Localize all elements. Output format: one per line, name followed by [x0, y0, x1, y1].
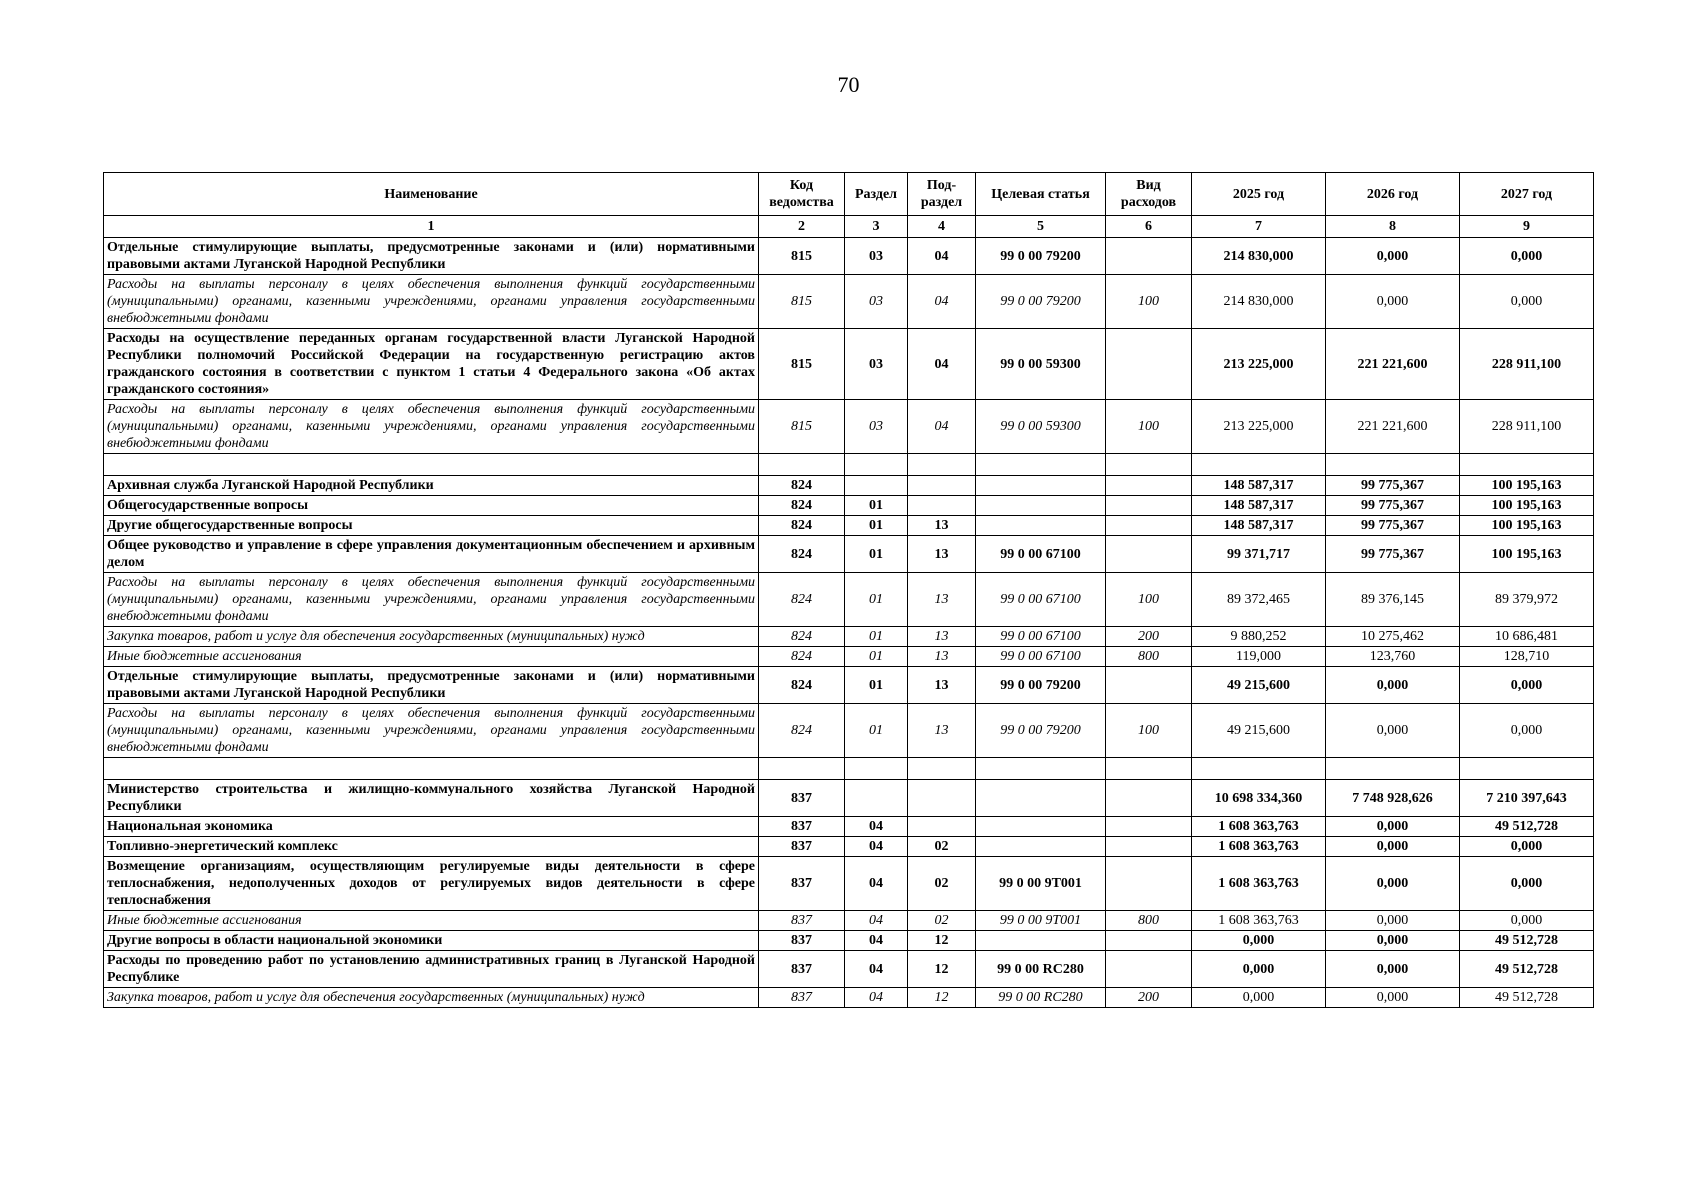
row-expense-type: [1106, 329, 1192, 400]
row-target: 99 0 00 RC280: [976, 951, 1106, 988]
header-code: Код ведомства: [759, 173, 845, 216]
row-target: 99 0 00 9T001: [976, 857, 1106, 911]
row-subsection: 12: [908, 988, 976, 1008]
row-target: [976, 496, 1106, 516]
row-target: [976, 516, 1106, 536]
page-number: 70: [837, 72, 860, 97]
row-amount-2025: 9 880,252: [1192, 627, 1326, 647]
row-amount-2027: 0,000: [1460, 704, 1594, 758]
row-target: [976, 837, 1106, 857]
row-amount-2026: 0,000: [1326, 837, 1460, 857]
row-name: Отдельные стимулирующие выплаты, предусмотренные законами и (или) нормативными правовыми актами Луганской Народной Республики: [104, 667, 759, 704]
row-section: 01: [845, 667, 908, 704]
row-amount-2026: 0,000: [1326, 704, 1460, 758]
row-section: 04: [845, 931, 908, 951]
header-target: Целевая статья: [976, 173, 1106, 216]
row-amount-2027: 0,000: [1460, 667, 1594, 704]
table-row: [104, 931, 1594, 951]
row-amount-2025: 214 830,000: [1192, 275, 1326, 329]
row-code: 824: [759, 536, 845, 573]
row-amount-2027: 49 512,728: [1460, 817, 1594, 837]
row-section: 01: [845, 573, 908, 627]
table-row: [104, 275, 1594, 329]
row-target: 99 0 00 59300: [976, 329, 1106, 400]
row-expense-type: [1106, 951, 1192, 988]
row-expense-type: [1106, 780, 1192, 817]
row-target: 99 0 00 9T001: [976, 911, 1106, 931]
row-target: [976, 476, 1106, 496]
header-expense-type: Вид расходов: [1106, 173, 1192, 216]
row-amount-2025: 119,000: [1192, 647, 1326, 667]
row-expense-type: [1106, 454, 1192, 476]
table-row: [104, 951, 1594, 988]
row-expense-type: [1106, 931, 1192, 951]
row-section: [845, 780, 908, 817]
row-target: [976, 780, 1106, 817]
row-expense-type: 200: [1106, 988, 1192, 1008]
row-expense-type: [1106, 516, 1192, 536]
row-amount-2026: 89 376,145: [1326, 573, 1460, 627]
table-row: [104, 647, 1594, 667]
row-code: 824: [759, 496, 845, 516]
table-row: [104, 536, 1594, 573]
row-amount-2025: 49 215,600: [1192, 667, 1326, 704]
row-section: 04: [845, 817, 908, 837]
table-row: [104, 400, 1594, 454]
row-amount-2026: 99 775,367: [1326, 536, 1460, 573]
row-section: [845, 454, 908, 476]
row-amount-2027: 228 911,100: [1460, 329, 1594, 400]
column-number-row: [104, 216, 1594, 238]
row-amount-2026: 99 775,367: [1326, 476, 1460, 496]
row-name: Министерство строительства и жилищно-коммунального хозяйства Луганской Народной Республики: [104, 780, 759, 817]
row-name: Расходы на выплаты персоналу в целях обеспечения выполнения функций государственными (муниципальными) органами, казенными учреждениями, органами управления государственными внебюджетными фондами: [104, 400, 759, 454]
row-code: 824: [759, 667, 845, 704]
row-amount-2027: 100 195,163: [1460, 516, 1594, 536]
row-expense-type: [1106, 476, 1192, 496]
table-row: [104, 911, 1594, 931]
header-2026: 2026 год: [1326, 173, 1460, 216]
row-expense-type: 100: [1106, 704, 1192, 758]
row-amount-2026: 0,000: [1326, 988, 1460, 1008]
row-expense-type: 800: [1106, 911, 1192, 931]
row-amount-2025: [1192, 454, 1326, 476]
row-amount-2026: 0,000: [1326, 275, 1460, 329]
row-amount-2026: 99 775,367: [1326, 496, 1460, 516]
row-code: 837: [759, 911, 845, 931]
row-name: Национальная экономика: [104, 817, 759, 837]
row-expense-type: [1106, 857, 1192, 911]
row-name: Расходы на осуществление переданных органам государственной власти Луганской Народной Республики полномочий Российской Федерации на государственную регистрацию актов гражданского состояния в соответствии с пунктом 1 статьи 4 Федерального закона «Об актах гражданского состояния»: [104, 329, 759, 400]
row-amount-2027: 100 195,163: [1460, 476, 1594, 496]
row-expense-type: [1106, 817, 1192, 837]
row-subsection: 02: [908, 911, 976, 931]
row-section: [845, 758, 908, 780]
row-code: 837: [759, 837, 845, 857]
row-target: 99 0 00 RC280: [976, 988, 1106, 1008]
row-name: Другие общегосударственные вопросы: [104, 516, 759, 536]
row-subsection: 02: [908, 857, 976, 911]
row-section: 03: [845, 238, 908, 275]
table-row: [104, 496, 1594, 516]
row-name: Расходы на выплаты персоналу в целях обеспечения выполнения функций государственными (муниципальными) органами, казенными учреждениями, органами управления государственными внебюджетными фондами: [104, 573, 759, 627]
row-target: 99 0 00 79200: [976, 704, 1106, 758]
row-expense-type: [1106, 238, 1192, 275]
column-number: 2: [759, 216, 845, 238]
header-2027: 2027 год: [1460, 173, 1594, 216]
row-amount-2025: 1 608 363,763: [1192, 911, 1326, 931]
row-expense-type: [1106, 667, 1192, 704]
row-target: 99 0 00 67100: [976, 573, 1106, 627]
row-amount-2026: 221 221,600: [1326, 400, 1460, 454]
row-amount-2027: 100 195,163: [1460, 536, 1594, 573]
row-expense-type: [1106, 837, 1192, 857]
row-amount-2026: 0,000: [1326, 911, 1460, 931]
row-target: 99 0 00 79200: [976, 238, 1106, 275]
row-amount-2027: 0,000: [1460, 275, 1594, 329]
row-amount-2027: 0,000: [1460, 857, 1594, 911]
row-subsection: 13: [908, 667, 976, 704]
row-section: 03: [845, 400, 908, 454]
row-amount-2026: 0,000: [1326, 238, 1460, 275]
row-name: Общегосударственные вопросы: [104, 496, 759, 516]
row-name: Общее руководство и управление в сфере управления документационным обеспечением и архивным делом: [104, 536, 759, 573]
row-section: 04: [845, 951, 908, 988]
row-name: Расходы на выплаты персоналу в целях обеспечения выполнения функций государственными (муниципальными) органами, казенными учреждениями, органами управления государственными внебюджетными фондами: [104, 275, 759, 329]
row-name: Иные бюджетные ассигнования: [104, 647, 759, 667]
row-amount-2027: [1460, 454, 1594, 476]
row-amount-2027: 100 195,163: [1460, 496, 1594, 516]
table-row: [104, 988, 1594, 1008]
row-section: 01: [845, 627, 908, 647]
row-target: 99 0 00 67100: [976, 536, 1106, 573]
header-name: Наименование: [104, 173, 759, 216]
row-amount-2025: 99 371,717: [1192, 536, 1326, 573]
column-number: 4: [908, 216, 976, 238]
header-row: [104, 173, 1594, 216]
row-amount-2025: 214 830,000: [1192, 238, 1326, 275]
row-section: 04: [845, 988, 908, 1008]
row-name: Отдельные стимулирующие выплаты, предусмотренные законами и (или) нормативными правовыми актами Луганской Народной Республики: [104, 238, 759, 275]
row-section: 01: [845, 704, 908, 758]
row-amount-2025: 213 225,000: [1192, 329, 1326, 400]
row-subsection: 04: [908, 275, 976, 329]
row-subsection: [908, 780, 976, 817]
row-subsection: 13: [908, 704, 976, 758]
row-amount-2026: 0,000: [1326, 817, 1460, 837]
row-subsection: 13: [908, 627, 976, 647]
row-subsection: 12: [908, 931, 976, 951]
row-code: 815: [759, 275, 845, 329]
table-row: [104, 817, 1594, 837]
header-section: Раздел: [845, 173, 908, 216]
row-code: 824: [759, 516, 845, 536]
row-code: 815: [759, 329, 845, 400]
row-section: 03: [845, 275, 908, 329]
row-code: [759, 454, 845, 476]
row-section: 01: [845, 536, 908, 573]
row-code: 837: [759, 931, 845, 951]
table-row: [104, 758, 1594, 780]
row-amount-2025: 0,000: [1192, 988, 1326, 1008]
row-subsection: 13: [908, 536, 976, 573]
row-section: 04: [845, 857, 908, 911]
row-amount-2027: 0,000: [1460, 238, 1594, 275]
row-subsection: 04: [908, 400, 976, 454]
row-amount-2025: [1192, 758, 1326, 780]
row-amount-2025: 1 608 363,763: [1192, 857, 1326, 911]
row-subsection: 13: [908, 647, 976, 667]
row-amount-2026: 10 275,462: [1326, 627, 1460, 647]
row-subsection: [908, 496, 976, 516]
row-amount-2025: 10 698 334,360: [1192, 780, 1326, 817]
row-amount-2027: 49 512,728: [1460, 988, 1594, 1008]
row-amount-2027: 7 210 397,643: [1460, 780, 1594, 817]
table-row: [104, 573, 1594, 627]
column-number: 7: [1192, 216, 1326, 238]
row-code: 815: [759, 238, 845, 275]
table-row: [104, 329, 1594, 400]
row-amount-2026: 7 748 928,626: [1326, 780, 1460, 817]
row-subsection: [908, 476, 976, 496]
row-name: Расходы на выплаты персоналу в целях обеспечения выполнения функций государственными (муниципальными) органами, казенными учреждениями, органами управления государственными внебюджетными фондами: [104, 704, 759, 758]
row-amount-2027: 10 686,481: [1460, 627, 1594, 647]
row-target: [976, 931, 1106, 951]
row-subsection: 13: [908, 516, 976, 536]
row-amount-2025: 148 587,317: [1192, 516, 1326, 536]
column-number: 9: [1460, 216, 1594, 238]
row-name: Топливно-энергетический комплекс: [104, 837, 759, 857]
row-amount-2026: [1326, 758, 1460, 780]
row-amount-2027: 49 512,728: [1460, 931, 1594, 951]
row-target: 99 0 00 79200: [976, 667, 1106, 704]
row-name: [104, 454, 759, 476]
row-amount-2025: 148 587,317: [1192, 496, 1326, 516]
row-expense-type: 100: [1106, 400, 1192, 454]
row-code: 837: [759, 780, 845, 817]
budget-table: [103, 172, 1594, 1008]
row-target: 99 0 00 79200: [976, 275, 1106, 329]
row-section: 03: [845, 329, 908, 400]
table-row: [104, 837, 1594, 857]
table-row: [104, 627, 1594, 647]
row-code: 837: [759, 857, 845, 911]
row-name: Иные бюджетные ассигнования: [104, 911, 759, 931]
row-subsection: [908, 758, 976, 780]
row-subsection: 02: [908, 837, 976, 857]
table-row: [104, 857, 1594, 911]
table-row: [104, 238, 1594, 275]
header-subsection: Под-раздел: [908, 173, 976, 216]
table-row: [104, 454, 1594, 476]
row-expense-type: [1106, 496, 1192, 516]
row-amount-2026: 0,000: [1326, 931, 1460, 951]
column-number: 3: [845, 216, 908, 238]
row-amount-2027: 89 379,972: [1460, 573, 1594, 627]
row-name: Возмещение организациям, осуществляющим регулируемые виды деятельности в сфере теплоснабжения, недополученных доходов от регулируемых видов деятельности в сфере теплоснабжения: [104, 857, 759, 911]
row-subsection: 12: [908, 951, 976, 988]
row-code: 824: [759, 647, 845, 667]
row-code: 837: [759, 988, 845, 1008]
row-expense-type: 100: [1106, 275, 1192, 329]
row-amount-2026: 221 221,600: [1326, 329, 1460, 400]
row-target: 99 0 00 67100: [976, 647, 1106, 667]
row-section: 04: [845, 911, 908, 931]
row-target: [976, 758, 1106, 780]
row-amount-2025: 148 587,317: [1192, 476, 1326, 496]
row-amount-2025: 0,000: [1192, 951, 1326, 988]
row-amount-2026: [1326, 454, 1460, 476]
row-amount-2027: 128,710: [1460, 647, 1594, 667]
row-section: 01: [845, 496, 908, 516]
table-row: [104, 667, 1594, 704]
table-row: [104, 476, 1594, 496]
row-code: 837: [759, 951, 845, 988]
row-name: Другие вопросы в области национальной экономики: [104, 931, 759, 951]
row-amount-2025: 1 608 363,763: [1192, 817, 1326, 837]
row-amount-2027: [1460, 758, 1594, 780]
column-number: 6: [1106, 216, 1192, 238]
row-code: 824: [759, 704, 845, 758]
row-subsection: [908, 454, 976, 476]
row-expense-type: [1106, 758, 1192, 780]
row-amount-2025: 1 608 363,763: [1192, 837, 1326, 857]
row-expense-type: 100: [1106, 573, 1192, 627]
row-amount-2025: 49 215,600: [1192, 704, 1326, 758]
row-section: 04: [845, 837, 908, 857]
row-section: 01: [845, 516, 908, 536]
column-number: 1: [104, 216, 759, 238]
row-amount-2026: 0,000: [1326, 667, 1460, 704]
row-code: 824: [759, 476, 845, 496]
row-amount-2027: 0,000: [1460, 837, 1594, 857]
row-amount-2025: 0,000: [1192, 931, 1326, 951]
row-code: 824: [759, 627, 845, 647]
row-amount-2026: 123,760: [1326, 647, 1460, 667]
row-amount-2026: 99 775,367: [1326, 516, 1460, 536]
row-amount-2027: 49 512,728: [1460, 951, 1594, 988]
row-amount-2025: 213 225,000: [1192, 400, 1326, 454]
row-subsection: 04: [908, 329, 976, 400]
row-amount-2026: 0,000: [1326, 857, 1460, 911]
row-name: Закупка товаров, работ и услуг для обеспечения государственных (муниципальных) нужд: [104, 988, 759, 1008]
row-code: 837: [759, 817, 845, 837]
table-row: [104, 780, 1594, 817]
column-number: 5: [976, 216, 1106, 238]
row-amount-2027: 228 911,100: [1460, 400, 1594, 454]
row-amount-2027: 0,000: [1460, 911, 1594, 931]
table-body: [104, 238, 1594, 1008]
row-expense-type: 200: [1106, 627, 1192, 647]
row-code: 815: [759, 400, 845, 454]
row-target: [976, 454, 1106, 476]
row-name: [104, 758, 759, 780]
row-target: [976, 817, 1106, 837]
row-expense-type: [1106, 536, 1192, 573]
row-code: 824: [759, 573, 845, 627]
row-subsection: [908, 817, 976, 837]
row-name: Расходы по проведению работ по установлению административных границ в Луганской Народной Республике: [104, 951, 759, 988]
row-name: Архивная служба Луганской Народной Республики: [104, 476, 759, 496]
row-target: 99 0 00 59300: [976, 400, 1106, 454]
column-number: 8: [1326, 216, 1460, 238]
row-section: [845, 476, 908, 496]
header-2025: 2025 год: [1192, 173, 1326, 216]
row-amount-2026: 0,000: [1326, 951, 1460, 988]
row-expense-type: 800: [1106, 647, 1192, 667]
table-row: [104, 516, 1594, 536]
row-section: 01: [845, 647, 908, 667]
row-name: Закупка товаров, работ и услуг для обеспечения государственных (муниципальных) нужд: [104, 627, 759, 647]
row-subsection: 13: [908, 573, 976, 627]
row-subsection: 04: [908, 238, 976, 275]
row-amount-2025: 89 372,465: [1192, 573, 1326, 627]
table-row: [104, 704, 1594, 758]
row-code: [759, 758, 845, 780]
row-target: 99 0 00 67100: [976, 627, 1106, 647]
